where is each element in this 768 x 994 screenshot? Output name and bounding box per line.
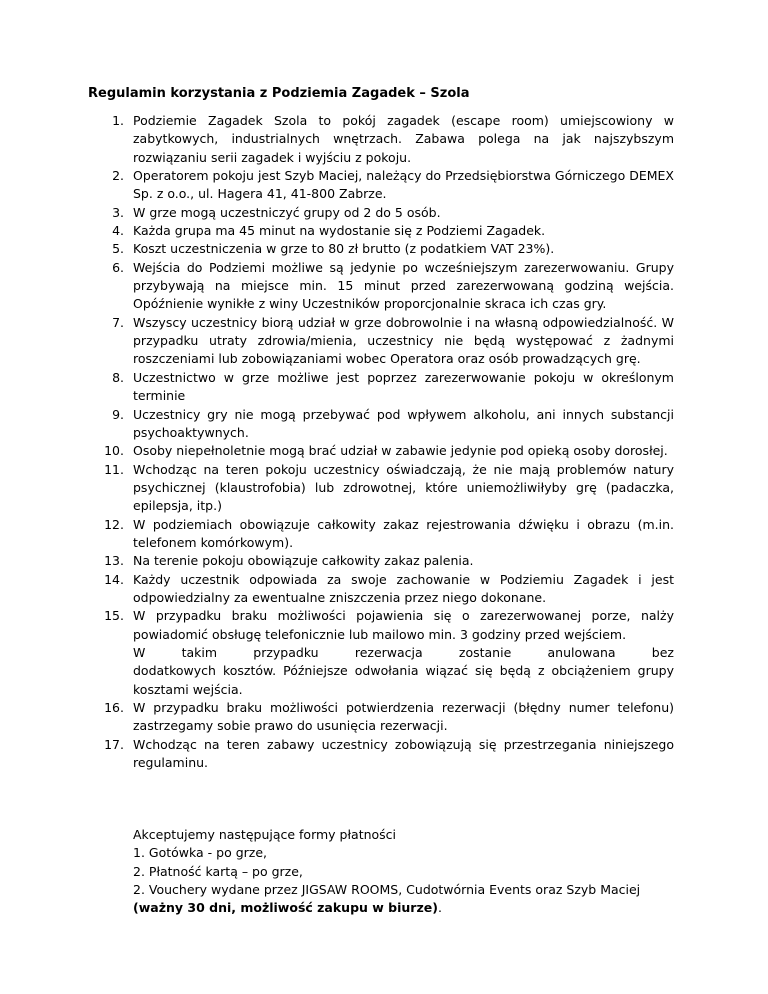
list-item	[88, 461, 674, 516]
list-item	[88, 516, 674, 553]
list-item	[88, 112, 674, 167]
payment-method-note: (ważny 30 dni, możliwość zakupu w biurze)	[133, 900, 438, 916]
list-item-number: 13.	[104, 553, 124, 569]
list-item-number: 1.	[112, 113, 124, 128]
list-item-text: Wszyscy uczestnicy biorą udział w grze dobrowolnie i na własną odpowiedzialność. W przypadku utraty zdrowia/mienia, uczestnicy nie będą występować z żadnymi roszczeniami lub zobowiązaniami wobec Operatora oraz osób prowadzących grę.	[133, 314, 674, 367]
list-item-text: Wejścia do Podziemi możliwe są jedynie po wcześniejszym zarezerwowaniu. Grupy przybywają na miejsce min. 15 minut przed zarezerwowaną godziną wejścia. Opóźnienie wynikłe z winy Uczestników proporcjonalnie skraca ich czas gry.	[133, 259, 674, 312]
list-item-number: 6.	[112, 259, 124, 275]
list-item-number: 3.	[112, 204, 124, 220]
list-item	[88, 167, 674, 204]
list-item-number: 11.	[104, 461, 124, 477]
list-item-text: W przypadku braku możliwości pojawienia się o zarezerwowanej porze, nalży powiadomić obsługę telefonicznie lub mailowo min. 3 godziny przed wejściem.	[133, 608, 674, 642]
payment-method-text: 2. Vouchery wydane przez JIGSAW ROOMS, Cudotwórnia Events oraz Szyb Maciej	[133, 882, 641, 898]
list-item-text: Koszt uczestniczenia w grze to 80 zł brutto (z podatkiem VAT 23%).	[133, 241, 555, 257]
payment-method-item: 2. Płatność kartą – po grze,	[133, 863, 303, 879]
list-item-text: W takim przypadku rezerwacja zostanie anulowana bez	[133, 644, 674, 660]
document-title: Regulamin korzystania z Podziemia Zagadek – Szola	[88, 86, 470, 101]
list-item-number: 14.	[104, 571, 124, 587]
payment-method-item: 1. Gotówka - po grze,	[133, 845, 267, 861]
list-item-text: Podziemie Zagadek Szola to pokój zagadek (escape room) umiejscowiony w zabytkowych, industrialnych wnętrzach. Zabawa polega na jak najszybszym rozwiązaniu serii zagadek i wyjściu z pokoju.	[133, 113, 674, 165]
list-item-text: Operatorem pokoju jest Szyb Maciej, należący do Przedsiębiorstwa Górniczego DEMEX Sp. z o.o., ul. Hagera 41, 41-800 Zabrze.	[133, 168, 674, 202]
list-item	[88, 736, 674, 773]
list-item	[88, 369, 674, 406]
list-item	[88, 442, 674, 460]
list-item-text: Wchodząc na teren pokoju uczestnicy oświadczają, że nie mają problemów natury psychicznej (klaustrofobia) lub zdrowotnej, które uniemożliwiłyby grę (padaczka, epilepsja, itp.)	[133, 461, 674, 514]
list-item-text: Na terenie pokoju obowiązuje całkowity zakaz palenia.	[133, 553, 474, 569]
list-item-text: Osoby niepełnoletnie mogą brać udział w zabawie jedynie pod opieką osoby dorosłej.	[133, 443, 668, 459]
list-item-number: 7.	[112, 314, 124, 330]
list-item-number: 16.	[104, 700, 124, 715]
list-item-text: Uczestnicy gry nie mogą przebywać pod wpływem alkoholu, ani innych substancji psychoaktywnych.	[133, 406, 674, 440]
list-item-number: 9.	[112, 406, 124, 422]
list-item-text: W przypadku braku możliwości potwierdzenia rezerwacji (błędny numer telefonu) zastrzegamy sobie prawo do usunięcia rezerwacji.	[133, 700, 674, 734]
list-item-text: Wchodząc na teren zabawy uczestnicy zobowiązują się przestrzegania niniejszego regulaminu.	[133, 736, 674, 771]
list-item	[88, 222, 674, 240]
list-item	[88, 552, 674, 570]
list-item	[88, 607, 674, 699]
payment-methods-heading: Akceptujemy następujące formy płatności	[133, 827, 397, 842]
list-item-text: W podziemiach obowiązuje całkowity zakaz rejestrowania dźwięku i obrazu (m.in. telefonem komórkowym).	[133, 516, 674, 550]
list-item	[88, 699, 674, 736]
list-item-text: Każda grupa ma 45 minut na wydostanie się z Podziemi Zagadek.	[133, 223, 546, 239]
payment-methods	[133, 826, 693, 918]
payment-method-end: .	[437, 900, 442, 916]
list-item-number: 17.	[104, 736, 124, 752]
list-item-number: 5.	[112, 241, 124, 257]
list-item	[88, 240, 674, 258]
list-item-number: 8.	[112, 369, 124, 385]
list-item-text: Każdy uczestnik odpowiada za swoje zachowanie w Podziemiu Zagadek i jest odpowiedzialny za ewentualne zniszczenia przez niego dokonane.	[133, 571, 674, 605]
rules-list	[88, 112, 674, 772]
list-item	[88, 571, 674, 608]
list-item	[88, 406, 674, 443]
list-item-number: 2.	[112, 168, 124, 184]
payment-method-item	[133, 881, 693, 918]
list-item-number: 10.	[104, 443, 124, 459]
list-item	[88, 204, 674, 222]
list-item-number: 4.	[112, 223, 124, 239]
list-item-text: Uczestnictwo w grze możliwe jest poprzez zarezerwowanie pokoju w określonym terminie	[133, 369, 674, 404]
list-item	[88, 314, 674, 369]
list-item-text: dodatkowych kosztów. Późniejsze odwołania wiązać się będą z obciążeniem grupy kosztami wejścia.	[133, 663, 674, 697]
list-item-text: W grze mogą uczestniczyć grupy od 2 do 5 osób.	[133, 204, 441, 220]
list-item-number: 12.	[104, 516, 124, 532]
list-item	[88, 259, 674, 314]
list-item-number: 15.	[104, 608, 124, 624]
